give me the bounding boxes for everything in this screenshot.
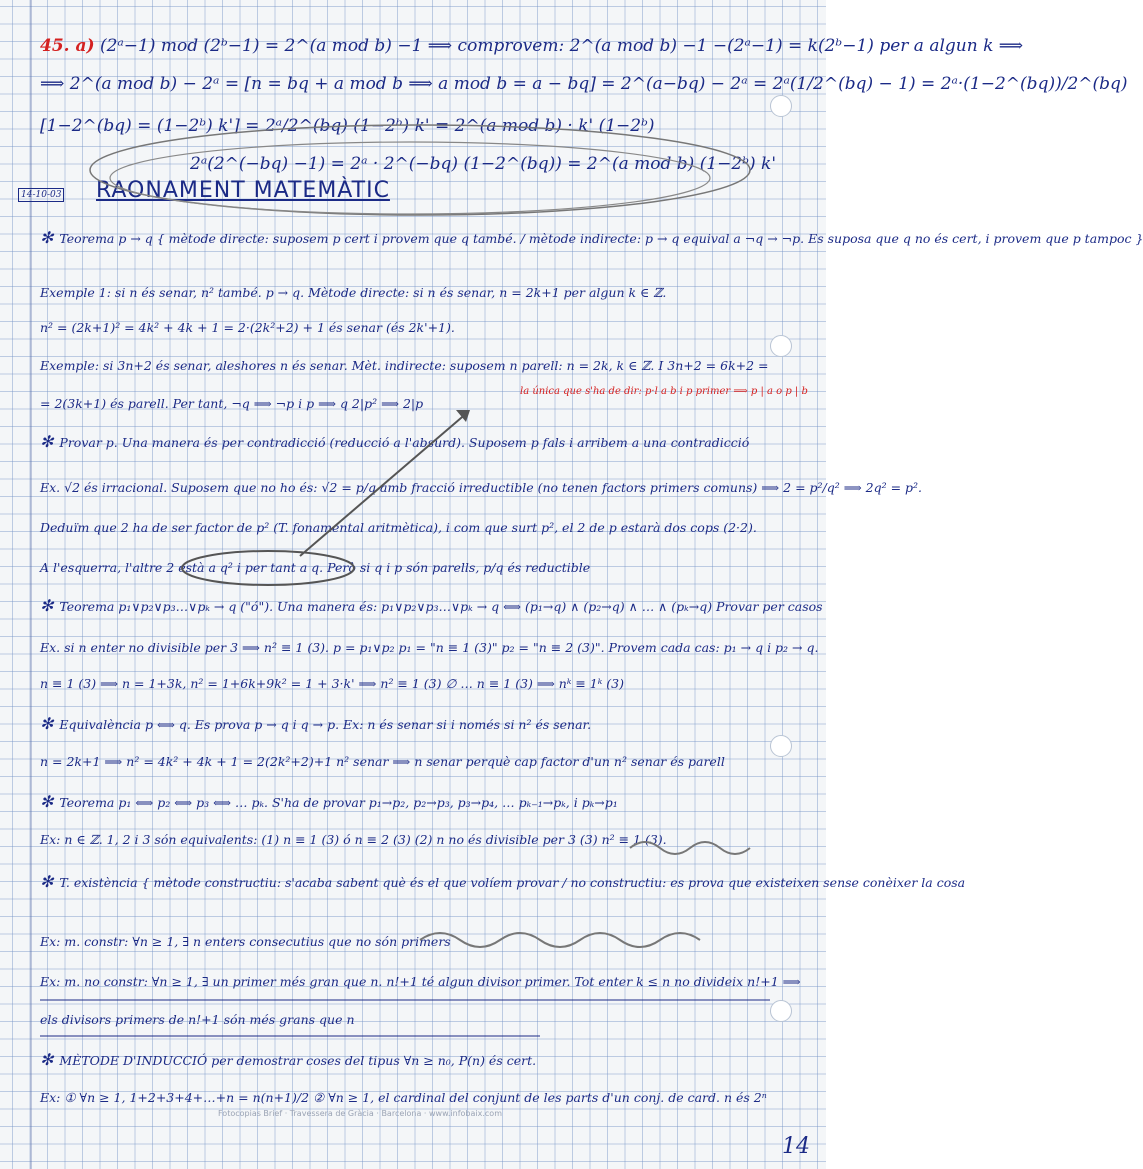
red-margin-note: la única que s'ha de dir: p·l a b i p primer ⟹ p | a o p | b — [520, 386, 808, 397]
note-line: n² = (2k+1)² = 4k² + 4k + 1 = 2·(2k²+2) + 1 és senar (és 2k'+1). — [40, 320, 455, 335]
line-text: (2ᵃ−1) mod (2ᵇ−1) = 2^(a mod b) −1 ⟹ comprovem: 2^(a mod b) −1 −(2ᵃ−1) = k(2ᵇ−1) per a algun k ⟹ — [99, 36, 1024, 56]
star-icon: ✻ — [40, 596, 54, 615]
page-number: 14 — [782, 1134, 810, 1159]
note-line: n ≡ 1 (3) ⟹ n = 1+3k, n² = 1+6k+9k² = 1 + 3·k' ⟹ n² ≡ 1 (3) ∅ … n ≡ 1 (3) ⟹ nᵏ ≡ 1ᵏ (3) — [40, 676, 625, 691]
pencil-oval — [110, 142, 710, 214]
note-line: Exemple 1: si n és senar, n² també. p → q. Mètode directe: si n és senar, n = 2k+1 per algun k ∈ ℤ. — [40, 285, 667, 300]
pencil-oval — [182, 551, 354, 585]
date-tag: 14-10-03 — [18, 188, 64, 202]
line-text: Equivalència p ⟺ q. Es prova p → q i q → p. Ex: n és senar si i només si n² és senar. — [59, 717, 592, 732]
note-line: [1−2^(bq) = (1−2ᵇ) k'] = 2ᵃ/2^(bq) (1−2ᵇ) k' = 2^(a mod b) · k' (1−2ᵇ) — [40, 116, 655, 136]
note-line: Ex. si n enter no divisible per 3 ⟹ n² ≡ 1 (3). p = p₁∨p₂ p₁ = "n ≡ 1 (3)" p₂ = "n ≡ 2 (3)". Provem cada cas: p₁ → q i p₂ → q. — [40, 640, 819, 655]
star-icon: ✻ — [40, 1050, 54, 1069]
pencil-arrow — [300, 412, 468, 556]
star-icon: ✻ — [40, 714, 54, 733]
note-line: 2ᵃ(2^(−bq) −1) = 2ᵃ · 2^(−bq) (1−2^(bq)) = 2^(a mod b) (1−2ᵇ) k' — [190, 154, 777, 174]
note-line: Ex: ① ∀n ≥ 1, 1+2+3+4+…+n = n(n+1)/2 ② ∀n ≥ 1, el cardinal del conjunt de les parts d'un conj. de card. n és 2ⁿ — [40, 1090, 767, 1105]
note-line: Deduïm que 2 ha de ser factor de p² (T. fonamental aritmètica), i com que surt p², el 2 de p estarà dos cops (2·2). — [40, 520, 757, 535]
note-line: n = 2k+1 ⟹ n² = 4k² + 4k + 1 = 2(2k²+2)+1 n² senar ⟹ n senar perquè cap factor d'un n² senar és parell — [40, 754, 725, 769]
note-line: A l'esquerra, l'altre 2 està a q² i per tant a q. Però si q i p són parells, p/q és reductible — [40, 560, 591, 575]
line-text: Teorema p → q { mètode directe: suposem p cert i provem que q també. / mètode indirecte: p → q equival a ¬q → ¬p. Es suposa que q no és cert, i provem que p tampoc } — [59, 231, 1143, 246]
line-text: Teorema p₁ ⟺ p₂ ⟺ p₃ ⟺ … pₖ. S'ha de provar p₁→p₂, p₂→p₃, p₃→p₄, … pₖ₋₁→pₖ, i pₖ→p₁ — [59, 795, 618, 810]
note-line: Ex: m. constr: ∀n ≥ 1, ∃ n enters consecutius que no són primers — [40, 934, 451, 949]
exercise-number: 45. a) — [40, 36, 95, 56]
note-line: Ex: m. no constr: ∀n ≥ 1, ∃ un primer més gran que n. n!+1 té algun divisor primer. Tot enter k ≤ n no divideix n!+1 ⟹ — [40, 974, 801, 989]
star-icon: ✻ — [40, 228, 54, 247]
line-text: MÈTODE D'INDUCCIÓ per demostrar coses del tipus ∀n ≥ n₀, P(n) és cert. — [59, 1053, 537, 1068]
note-line: els divisors primers de n!+1 són més grans que n — [40, 1012, 355, 1027]
line-text: T. existència { mètode constructiu: s'acaba sabent què és el que volíem provar / no constructiu: es prova que existeixen sense conèixer la cosa — [59, 875, 966, 890]
note-line: Exemple: si 3n+2 és senar, aleshores n és senar. Mèt. indirecte: suposem n parell: n = 2k, k ∈ ℤ. I 3n+2 = 6k+2 = — [40, 358, 769, 373]
printed-footer: Fotocopias Brief · Travessera de Gràcia · Barcelona · www.infobaix.com — [217, 1109, 502, 1118]
star-icon: ✻ — [40, 792, 54, 811]
note-line: Ex: n ∈ ℤ. 1, 2 i 3 són equivalents: (1) n ≡ 1 (3) ó n ≡ 2 (3) (2) n no és divisible per 3 (3) n² ≡ 1 (3). — [40, 832, 667, 847]
note-line: = 2(3k+1) és parell. Per tant, ¬q ⟹ ¬p i p ⟹ q 2|p² ⟹ 2|p — [40, 396, 424, 411]
note-line: ⟹ 2^(a mod b) − 2ᵃ = [n = bq + a mod b ⟹ a mod b = a − bq] = 2^(a−bq) − 2ᵃ = 2ᵃ(1/2^(bq) − 1) = 2ᵃ·(1−2^(bq))/2^(bq) — [40, 74, 1128, 94]
star-icon: ✻ — [40, 432, 54, 451]
pencil-oval — [90, 125, 750, 215]
pencil-squiggle — [420, 933, 700, 947]
pencil-squiggle — [630, 842, 750, 854]
star-icon: ✻ — [40, 872, 54, 891]
line-text: Provar p. Una manera és per contradicció (reducció a l'absurd). Suposem p fals i arribem a una contradicció — [59, 435, 750, 450]
page-heading: RAONAMENT MATEMÀTIC — [96, 178, 390, 203]
note-line: Ex. √2 és irracional. Suposem que no ho és: √2 = p/q amb fracció irreductible (no tenen factors primers comuns) ⟹ 2 = p²/q² ⟹ 2q² = p². — [40, 480, 923, 495]
line-text: Teorema p₁∨p₂∨p₃…∨pₖ → q ("ó"). Una manera és: p₁∨p₂∨p₃…∨pₖ → q ⟺ (p₁→q) ∧ (p₂→q) ∧ … ∧ (pₖ→q) Provar per casos — [59, 599, 823, 614]
